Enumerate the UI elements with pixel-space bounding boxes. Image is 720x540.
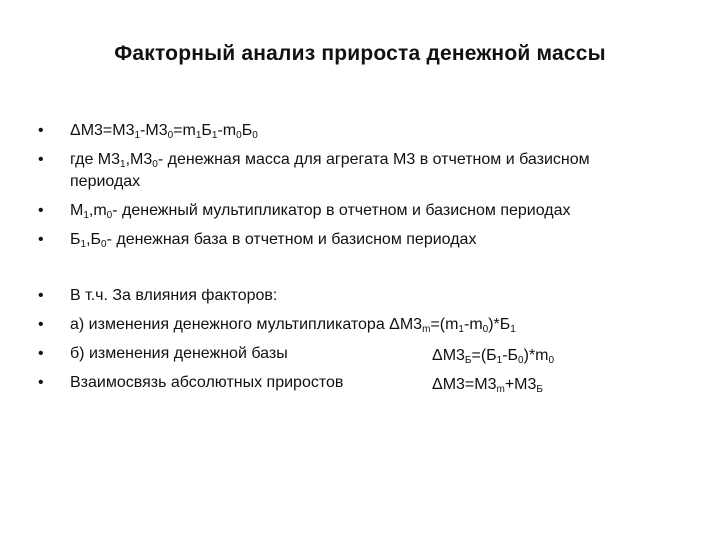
bullet-factors-intro: • В т.ч. За влияния факторов: [38, 285, 698, 307]
bullet-definition-m3: • где $М3_1,М3_0-$ денежная масса для агрегата М3 в отчетном и базисном периодах [38, 151, 590, 190]
bullet-dot: • [38, 122, 44, 139]
bullet-factor-base: • б) изменения денежной базы $\Delta М3_Б=(Б_1-Б_0)*m_0$ [38, 345, 555, 366]
bullet-formula-delta-m3: • $\Delta М3=М3_1-М3_0=m_1Б_1-m_0Б_0$ [38, 122, 258, 141]
slide-title: Факторный анализ прироста денежной массы [114, 42, 606, 65]
bullet-dot: • [38, 287, 44, 304]
formula-base-effect: $\Delta М3_Б=(Б_1-Б_0)*m_0$ [432, 347, 555, 366]
bullet-factor-multiplier: • а) изменения денежного мультипликатора $\Delta М3_m=(m_1-m_0)*Б_1$ [38, 316, 516, 335]
bullet-list-factors [38, 285, 698, 401]
formula-relationship: $\Delta М3=М3_m+М3_Б$ [432, 376, 543, 395]
bullet-relationship: • Взаимосвязь абсолютных приростов $\Delta М3=М3_m+М3_Б$ [38, 374, 543, 395]
formula-multiplier-effect: $\Delta М3_m=(m_1-m_0)*Б_1$ [389, 316, 516, 335]
bullet-definition-multiplier: • $M_1,m_0-$ денежный мультипликатор в отчетном и базисном периодах [38, 202, 571, 221]
bullet-definition-base: • $Б_1,Б_0-$ денежная база в отчетном и базисном периодах [38, 231, 477, 250]
bullet-dot: • [38, 151, 44, 168]
bullet-dot: • [38, 374, 44, 391]
bullet-list-definitions [38, 120, 698, 258]
bullet-dot: • [38, 202, 44, 219]
bullet-dot: • [38, 316, 44, 333]
bullet-dot: • [38, 231, 44, 248]
bullet-dot: • [38, 345, 44, 362]
